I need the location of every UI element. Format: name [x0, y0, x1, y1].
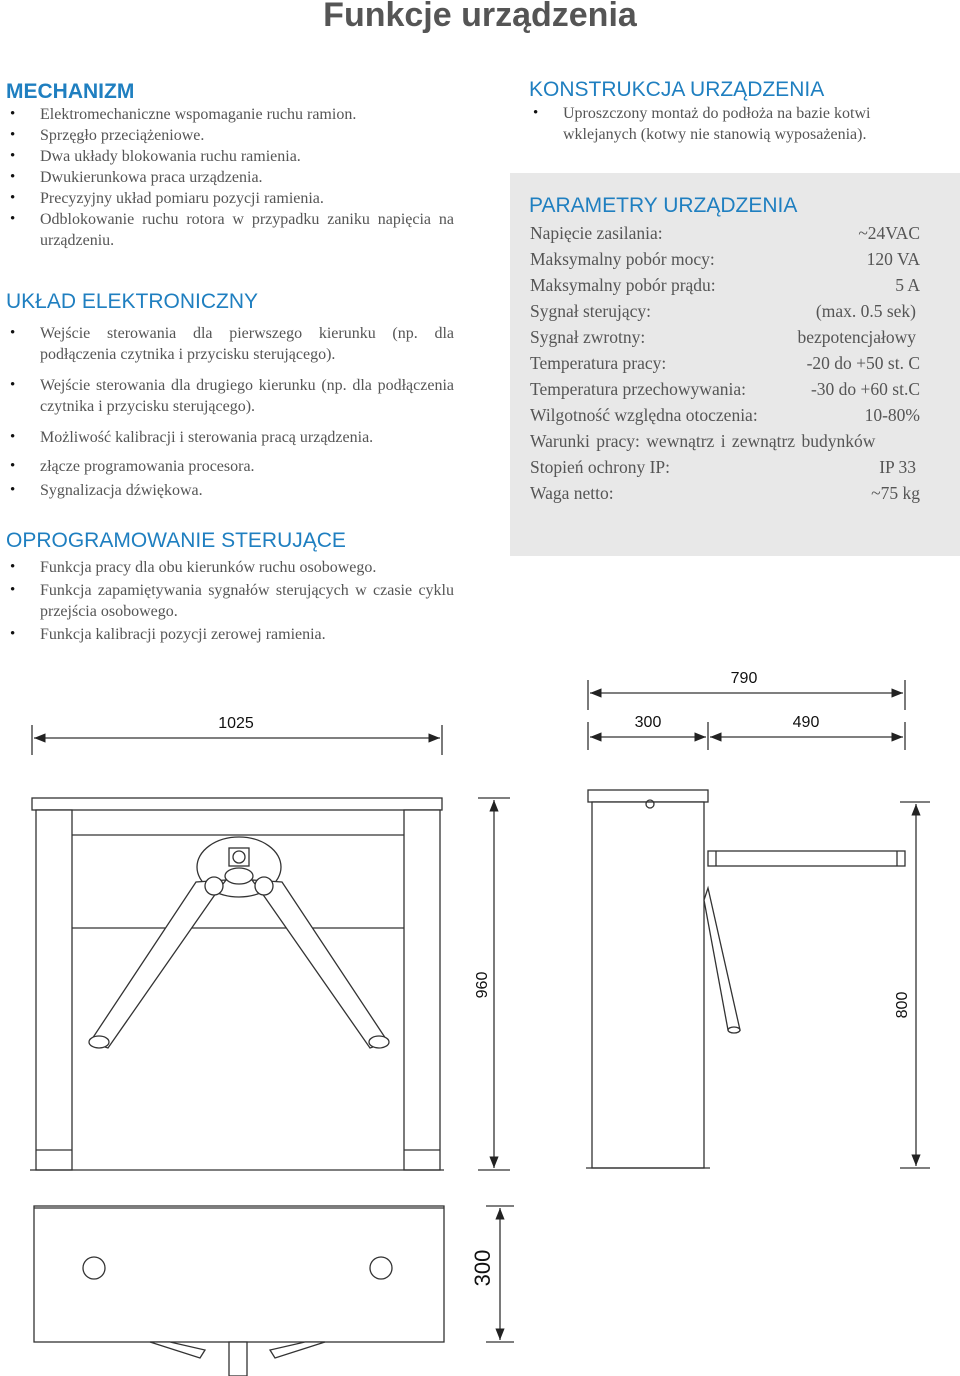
list-item: • Wejście sterowania dla drugiego kierunku (np. dla podłączenia czytnika i przycisku sterującego).	[6, 375, 454, 417]
param-label: Maksymalny pobór mocy:	[530, 249, 715, 269]
param-label: Sygnał sterujący:	[530, 301, 652, 321]
param-label: Napięcie zasilania:	[530, 223, 663, 243]
list-item: • złącze programowania procesora.	[6, 456, 454, 477]
konstrukcja-heading: KONSTRUKCJA URZĄDZENIA	[529, 78, 825, 101]
list-item: • Dwukierunkowa praca urządzenia.	[6, 167, 454, 188]
param-label: Temperatura pracy:	[530, 353, 667, 373]
param-label: Stopień ochrony IP:	[530, 457, 670, 477]
turnstile-front-view	[30, 798, 444, 1170]
param-label: Wilgotność względna otoczenia:	[530, 405, 758, 425]
param-value: 10-80%	[864, 405, 920, 425]
param-value: bezpotencjałowy	[797, 327, 916, 347]
list-item: • Funkcja pracy dla obu kierunków ruchu osobowego.	[6, 557, 454, 578]
param-label: Sygnał zwrotny:	[530, 327, 646, 347]
list-item: • Sygnalizacja dźwiękowa.	[6, 480, 454, 501]
dim-front-width	[32, 715, 442, 755]
dim-label: 1025	[218, 715, 254, 732]
param-label: Maksymalny pobór prądu:	[530, 275, 716, 295]
param-label: Temperatura przechowywania:	[530, 379, 746, 399]
param-value: 120 VA	[866, 249, 920, 269]
dim-label: 790	[730, 670, 758, 687]
list-item: • Dwa układy blokowania ruchu ramienia.	[6, 146, 454, 167]
param-value: -20 do +50 st. C	[806, 353, 920, 373]
param-label: Warunki pracy: wewnątrz i zewnątrz budynków	[530, 431, 876, 451]
dim-label: 960	[474, 971, 491, 999]
turnstile-side-view	[586, 790, 905, 1168]
list-item: • Elektromechaniczne wspomaganie ruchu ramion.	[6, 104, 454, 125]
oprogramowanie-heading: OPROGRAMOWANIE STERUJĄCE	[6, 529, 346, 552]
param-label: Waga netto:	[530, 483, 614, 503]
dim-label: 800	[894, 991, 911, 1019]
param-value: 5 A	[895, 275, 920, 295]
uklad-heading: UKŁAD ELEKTRONICZNY	[6, 290, 259, 313]
param-value: (max. 0.5 sek)	[815, 301, 916, 321]
parametry-heading: PARAMETRY URZĄDZENIA	[529, 194, 798, 217]
param-value: -30 do +60 st.C	[810, 379, 920, 399]
list-item: • Precyzyjny układ pomiaru pozycji ramienia.	[6, 188, 454, 209]
turnstile-top-view	[34, 1206, 444, 1376]
mechanizm-heading: MECHANIZM	[6, 80, 135, 103]
dim-label: 300	[634, 714, 662, 731]
dim-label: 490	[792, 714, 820, 731]
dim-front-height	[474, 798, 510, 1170]
param-value: IP 33	[879, 457, 916, 477]
list-item: • Uproszczony montaż do podłoża na bazie kotwi wklejanych (kotwy nie stanowią wyposażenia).	[529, 103, 914, 145]
list-item: • Funkcja zapamiętywania sygnałów sterujących w czasie cyklu przejścia osobowego.	[6, 580, 454, 622]
list-item: • Wejście sterowania dla pierwszego kierunku (np. dla podłączenia czytnika i przycisku sterującego).	[6, 323, 454, 365]
list-item: • Funkcja kalibracji pozycji zerowej ramienia.	[6, 624, 454, 645]
dim-label: 300	[470, 1249, 495, 1287]
param-value: ~75 kg	[871, 483, 920, 503]
list-item: • Sprzęgło przeciążeniowe.	[6, 125, 454, 146]
list-item: • Możliwość kalibracji i sterowania pracą urządzenia.	[6, 427, 454, 448]
page-title: Funkcje urządzenia	[323, 0, 637, 34]
list-item: • Odblokowanie ruchu rotora w przypadku zaniku napięcia na urządzeniu.	[6, 209, 454, 251]
dim-top-depth	[470, 1206, 514, 1342]
dim-side-widths	[588, 670, 905, 750]
param-value: ~24VAC	[858, 223, 920, 243]
